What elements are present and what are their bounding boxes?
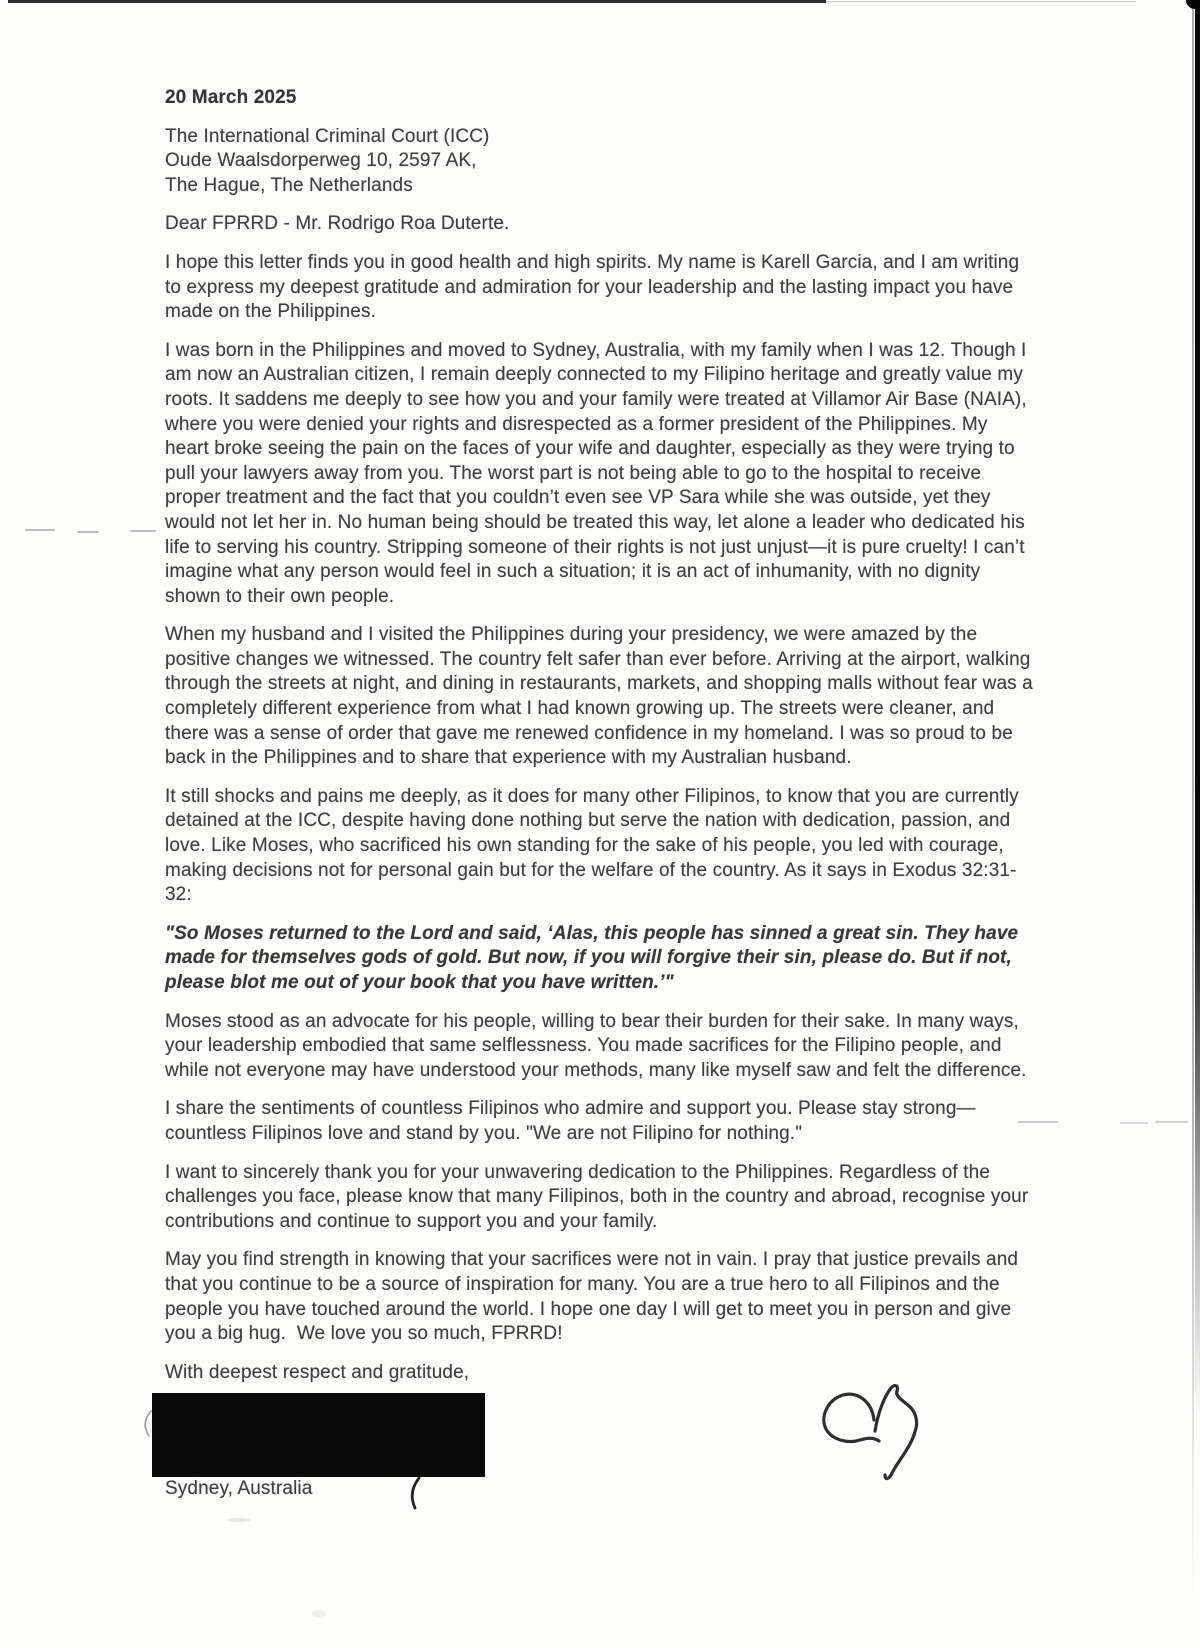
text-line: that you continue to be a source of inspiration for many. You are a true hero to all Filipinos and the <box>165 1273 1000 1295</box>
recipient-address <box>165 125 1051 199</box>
scan-page-edge-line <box>1192 0 1194 1605</box>
text-line: made for themselves gods of gold. But now, if you will forgive their sin, please do. But if not, <box>165 947 1012 969</box>
letter-date: 20 March 2025 <box>165 87 297 108</box>
text-line: I share the sentiments of countless Filipinos who admire and support you. Please stay strong— <box>165 1098 976 1120</box>
letter-content <box>165 86 1051 1385</box>
text-line: please blot me out of your book that you have written.’" <box>165 972 674 993</box>
pen-stroke-mark <box>141 1410 153 1438</box>
text-line: countless Filipinos love and stand by you. "We are not Filipino for nothing." <box>165 1122 803 1144</box>
text-line: 32: <box>165 884 192 906</box>
text-line: "So Moses returned to the Lord and said, ‘Alas, this people has sinned a great sin. They have <box>165 922 1019 944</box>
text-line: am now an Australian citizen, I remain deeply connected to my Filipino heritage and greatly value my <box>165 364 1023 386</box>
scan-top-edge-line <box>8 0 826 3</box>
text-line: while not everyone may have understood your methods, many like myself saw and felt the difference. <box>165 1059 1027 1081</box>
text-line: Oude Waalsdorperweg 10, 2597 AK, <box>165 150 477 172</box>
scan-dash-artifact <box>25 529 55 531</box>
text-line: challenges you face, please know that many Filipinos, both in the country and abroad, recognise your <box>165 1186 1029 1208</box>
text-line: would not let her in. No human being should be treated this way, let alone a leader who dedicated his <box>165 511 1025 533</box>
text-line: May you find strength in knowing that your sacrifices were not in vain. I pray that justice prevails and <box>165 1249 1019 1271</box>
text-line: roots. It saddens me deeply to see how you and your family were treated at Villamor Air Base (NAIA), <box>165 388 1027 410</box>
scan-top-edge-line-faint <box>826 1 1136 2</box>
scan-dash-artifact <box>77 531 99 533</box>
text-line: The International Criminal Court (ICC) <box>165 125 490 147</box>
text-line: pull your lawyers away from you. The worst part is not being able to go to the hospital to receive <box>165 462 982 484</box>
scan-corner-mark <box>1186 0 1198 9</box>
body-paragraph <box>165 1161 1051 1235</box>
text-line: imagine what any person would feel in such a situation; it is an act of inhumanity, with no dignity <box>165 561 981 583</box>
text-line: When my husband and I visited the Philippines during your presidency, we were amazed by the <box>165 624 978 646</box>
text-line: shown to their own people. <box>165 585 395 607</box>
text-line: proper treatment and the fact that you couldn’t even see VP Sara while she was outside, yet they <box>165 487 991 509</box>
scan-right-edge-shadow <box>1195 0 1200 1420</box>
body-paragraph <box>165 1097 1051 1146</box>
letter-body <box>165 251 1051 1347</box>
scan-dash-artifact <box>1120 1122 1148 1124</box>
text-line: heart broke seeing the pain on the faces of your wife and daughter, especially as they were trying to <box>165 438 1015 460</box>
text-line: completely different experience from what I had known growing up. The streets were cleaner, and <box>165 698 995 720</box>
heart-signature-doodle-icon <box>812 1376 930 1488</box>
text-line: detained at the ICC, despite having done nothing but serve the nation with dedication, passion, and <box>165 810 1011 832</box>
text-line: through the streets at night, and dining in restaurants, markets, and shopping malls without fear was a <box>165 673 1033 695</box>
text-line: love. Like Moses, who sacrificed his own standing for the sake of his people, you led with courage, <box>165 835 1004 857</box>
scan-smudge <box>228 1518 250 1522</box>
body-paragraph <box>165 1010 1051 1084</box>
text-line: back in the Philippines and to share that experience with my Australian husband. <box>165 747 852 769</box>
text-line: where you were denied your rights and disrespected as a former president of the Philippines. My <box>165 413 988 435</box>
text-line: to express my deepest gratitude and admiration for your leadership and the lasting impact you have <box>165 276 1014 298</box>
redacted-sender-name <box>152 1393 485 1477</box>
text-line: positive changes we witnessed. The country felt safer than ever before. Arriving at the airport, walking <box>165 648 1031 670</box>
text-line: I was born in the Philippines and moved to Sydney, Australia, with my family when I was 12. Though I <box>165 339 1027 361</box>
text-line: you a big hug. We love you so much, FPRRD! <box>165 1323 563 1345</box>
text-line: life to serving his country. Stripping someone of their rights is not just unjust—it is pure cruelty! I can’t <box>165 536 1025 558</box>
scripture-quote <box>165 922 1051 996</box>
signature-location: Sydney, Australia <box>165 1478 313 1499</box>
text-line: I hope this letter finds you in good health and high spirits. My name is Karell Garcia, and I am writing <box>165 251 1020 273</box>
body-paragraph <box>165 785 1051 908</box>
scan-dash-artifact <box>130 530 156 532</box>
text-line: Moses stood as an advocate for his people, willing to bear their burden for their sake. In many ways, <box>165 1010 1019 1032</box>
text-line: your leadership embodied that same selflessness. You made sacrifices for the Filipino people, and <box>165 1035 1002 1057</box>
salutation: Dear FPRRD - Mr. Rodrigo Roa Duterte. <box>165 213 510 235</box>
text-line: making decisions not for personal gain but for the welfare of the country. As it says in Exodus 32:31- <box>165 859 1017 881</box>
text-line: I want to sincerely thank you for your unwavering dedication to the Philippines. Regardless of the <box>165 1161 991 1183</box>
body-paragraph <box>165 1248 1051 1346</box>
closing-line: With deepest respect and gratitude, <box>165 1361 470 1383</box>
pen-stroke-tail <box>408 1477 424 1511</box>
scan-dash-artifact <box>1155 1121 1188 1123</box>
text-line: there was a sense of order that gave me renewed confidence in my homeland. I was so proud to be <box>165 722 1013 744</box>
body-paragraph <box>165 623 1051 771</box>
text-line: people you have touched around the world. I hope one day I will get to meet you in person and give <box>165 1298 1012 1320</box>
body-paragraph <box>165 339 1051 610</box>
text-line: It still shocks and pains me deeply, as it does for many other Filipinos, to know that you are currently <box>165 785 1019 807</box>
text-line: The Hague, The Netherlands <box>165 174 413 196</box>
text-line: made on the Philippines. <box>165 301 376 323</box>
body-paragraph <box>165 251 1051 325</box>
scan-smudge <box>312 1610 326 1617</box>
text-line: contributions and continue to support you and your family. <box>165 1210 658 1232</box>
